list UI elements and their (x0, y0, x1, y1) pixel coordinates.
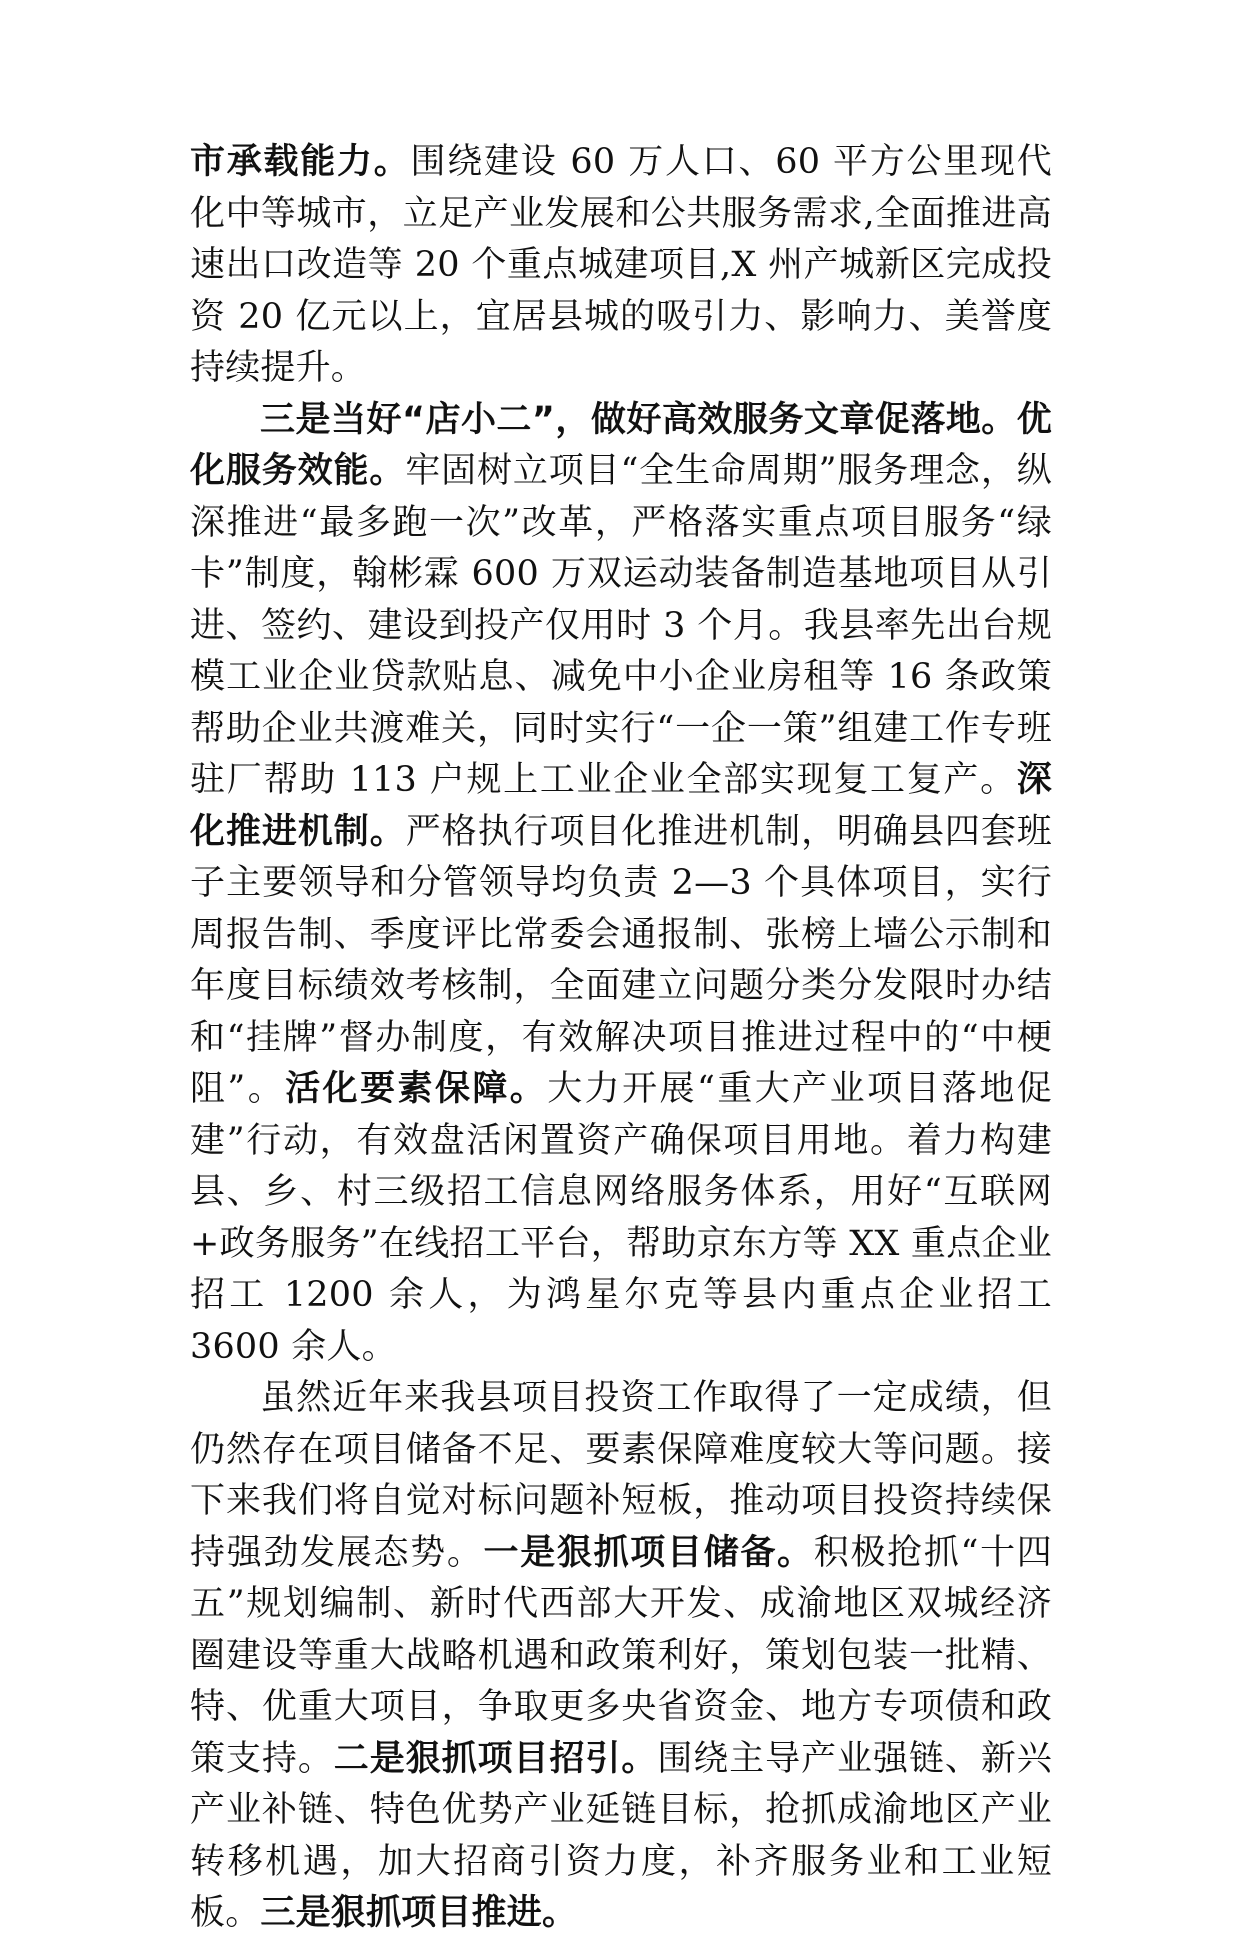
body-text: 围绕建设 60 万人口、60 平方公里现代化中等城市，立足产业发展和公共服务需求,全面推进高速出口改造等 20 个重点城建项目,X 州产城新区完成投资 20 亿元以上，宜居县城的吸引力、影响力、美誉度持续提升。 (190, 142, 1052, 388)
bold-heading: 活化要素保障。 (285, 1069, 548, 1109)
body-text: 牢固树立项目“全生命周期”服务理念，纵深推进“最多跑一次”改革，严格落实重点项目服务“绿卡”制度，翰彬霖 600 万双运动装备制造基地项目从引进、签约、建设到投产仅用时 3 个月。我县率先出台规模工业企业贷款贴息、减免中小企业房租等 16 条政策帮助企业共渡难关，同时实行“一企一策”组建工作专班驻厂帮助 113 户规上工业企业全部实现复工复产。 (190, 451, 1053, 800)
bold-heading: 深化推进机制。 (190, 760, 1052, 852)
bold-heading: 三是狠抓项目推进。 (260, 1893, 578, 1933)
paragraph-service (190, 395, 1052, 1374)
bold-heading: 市承载能力。 (190, 142, 411, 182)
document-page (190, 137, 1052, 1940)
body-text: 严格执行项目化推进机制，明确县四套班子主要领导和分管领导均负责 2—3 个具体项目，实行周报告制、季度评比常委会通报制、张榜上墙公示制和年度目标绩效考核制，全面建立问题分类分发限时办结和“挂牌”督办制度，有效解决项目推进过程中的“中梗阻”。 (190, 811, 1052, 1109)
body-text: 围绕主导产业强链、新兴产业补链、特色优势产业延链目标，抢抓成渝地区产业转移机遇，加大招商引资力度，补齐服务业和工业短板。 (190, 1738, 1052, 1933)
bold-heading: 三是当好“店小二”，做好高效服务文章促落地。优化服务效能。 (190, 399, 1052, 491)
body-text: 虽然近年来我县项目投资工作取得了一定成绩，但仍然存在项目储备不足、要素保障难度较大等问题。接下来我们将自觉对标问题补短板，推动项目投资持续保持强劲发展态势。 (190, 1378, 1052, 1573)
paragraph-city-capacity (190, 137, 1052, 395)
body-text: 积极抢抓“十四五”规划编制、新时代西部大开发、成渝地区双城经济圈建设等重大战略机遇和政策利好，策划包装一批精、特、优重大项目，争取更多央省资金、地方专项债和政策支持。 (190, 1532, 1052, 1779)
bold-heading: 一是狠抓项目储备。 (483, 1532, 814, 1573)
bold-heading: 二是狠抓项目招引。 (333, 1738, 658, 1779)
body-text: 大力开展“重大产业项目落地促建”行动，有效盘活闲置资产确保项目用地。着力构建县、乡、村三级招工信息网络服务体系，用好“互联网+政务服务”在线招工平台，帮助京东方等 XX 重点企业招工 1200 余人，为鸿星尔克等县内重点企业招工 3600 余人。 (190, 1069, 1052, 1367)
paragraph-next-steps (190, 1373, 1052, 1940)
